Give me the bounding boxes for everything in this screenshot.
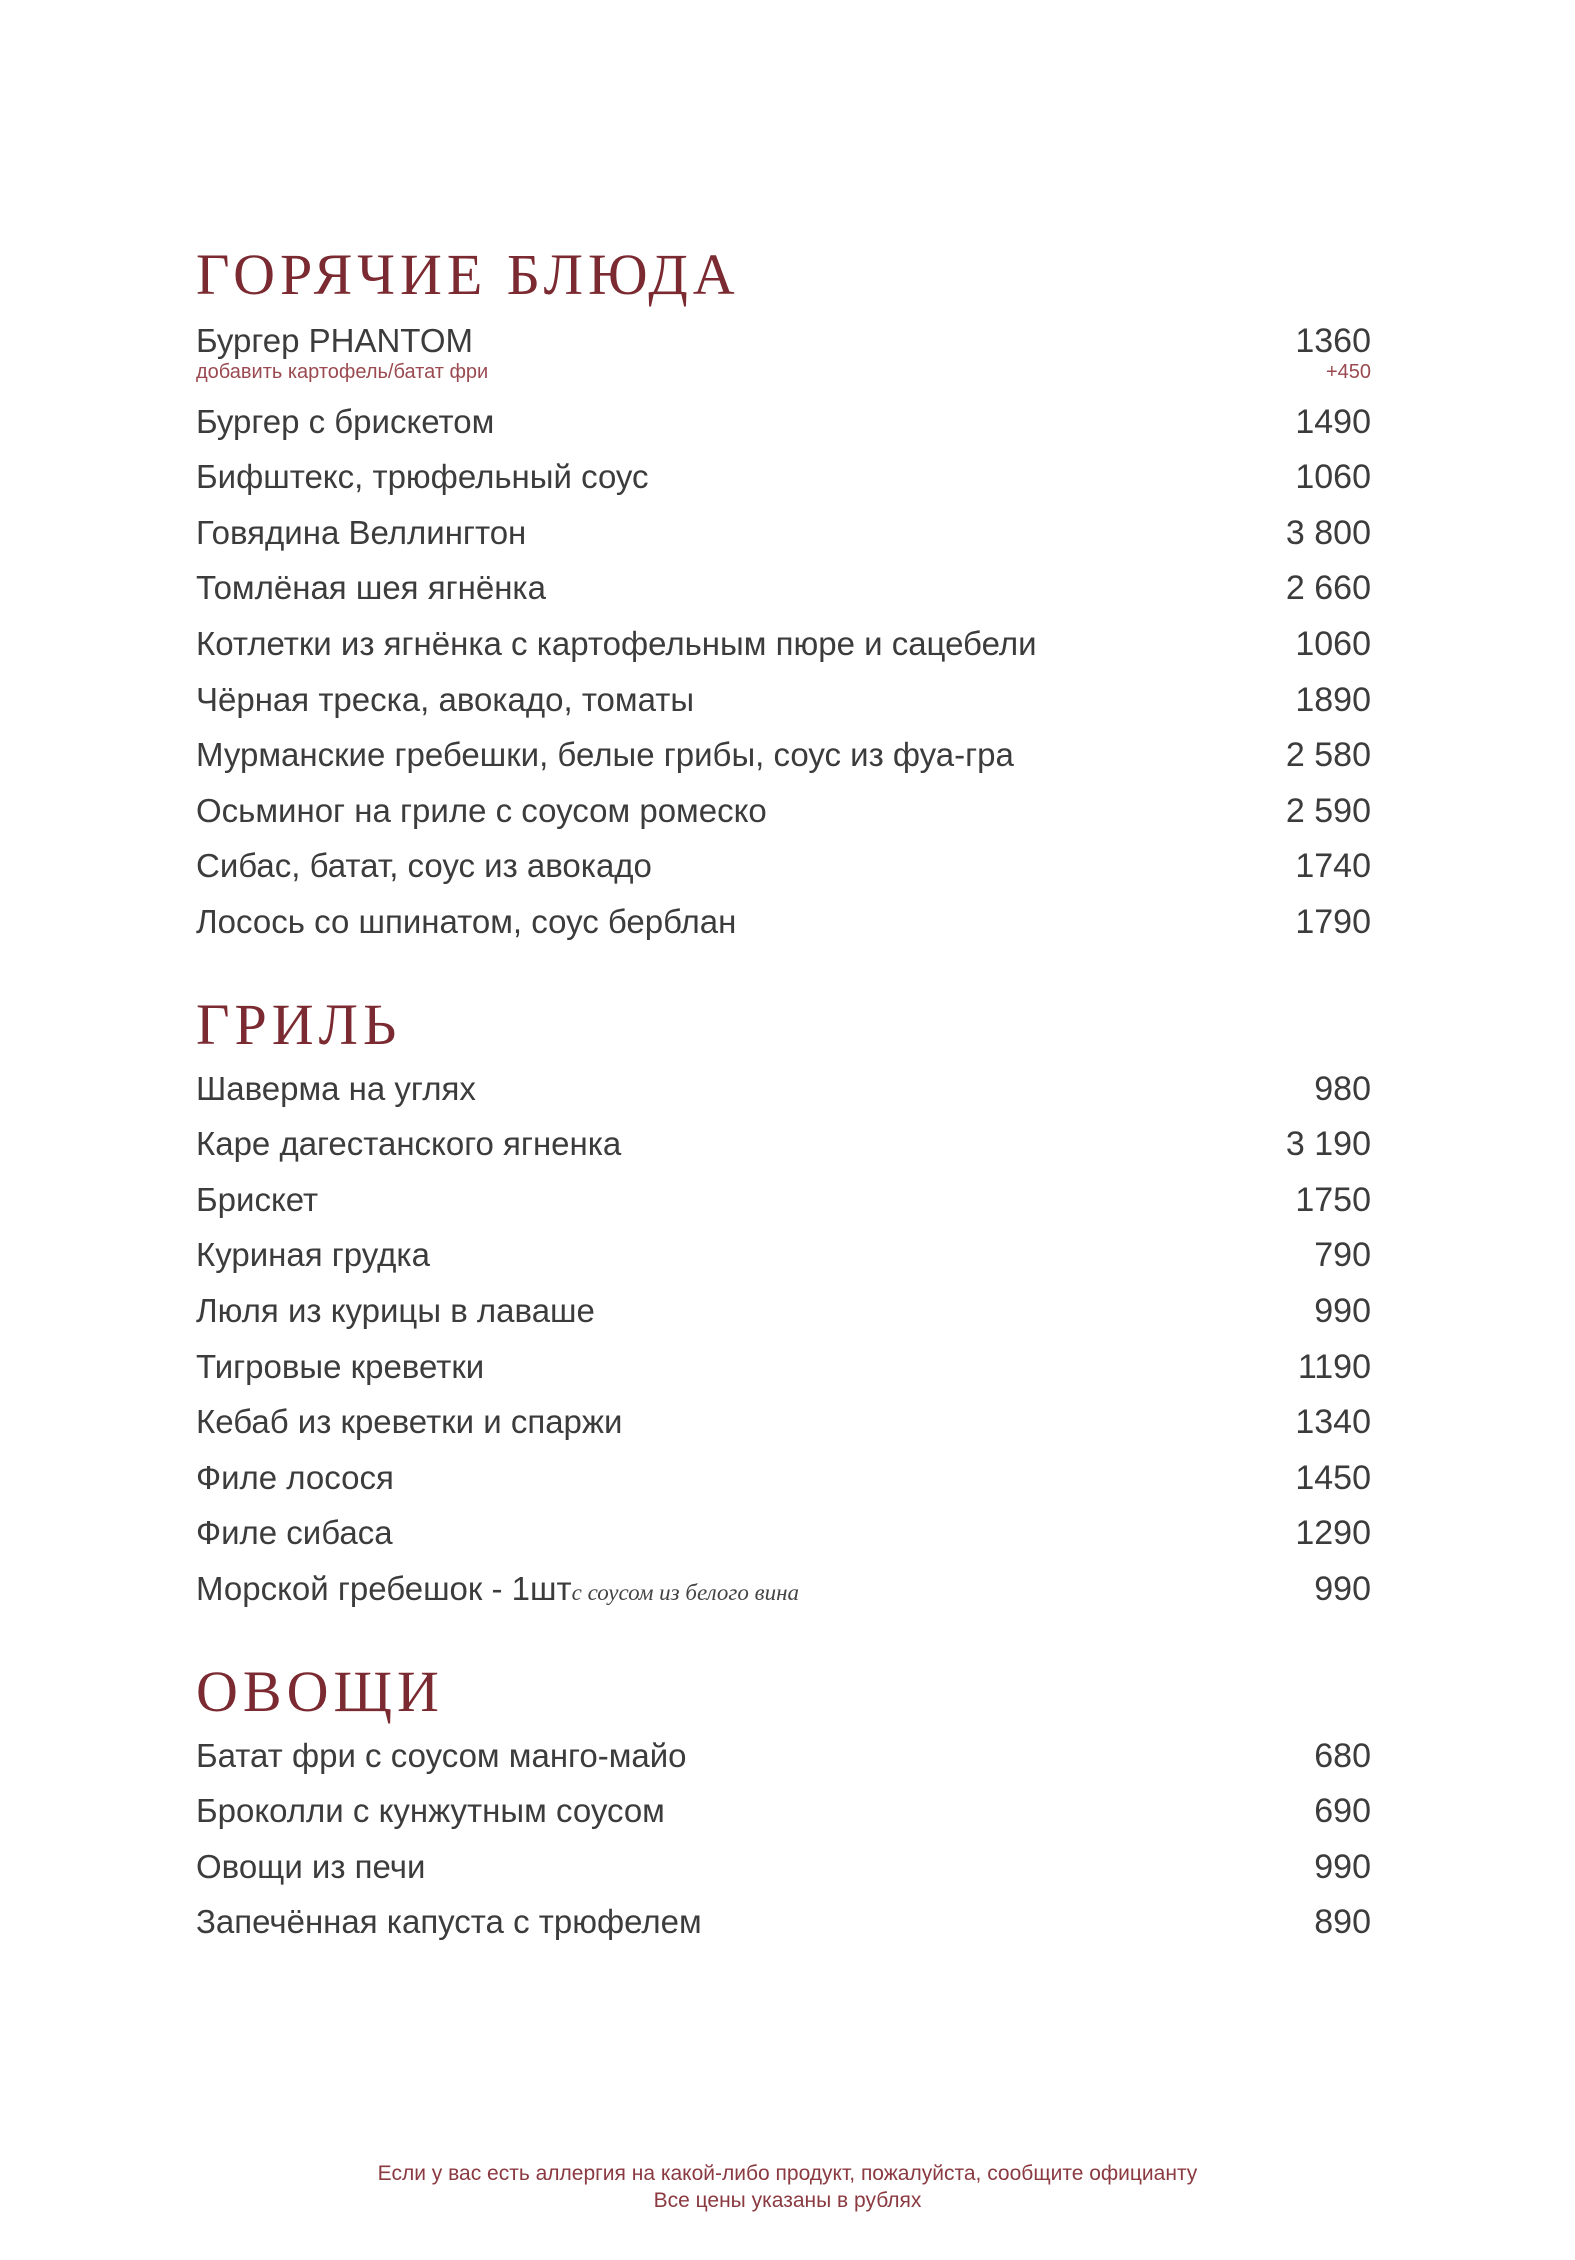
item-price: 980 <box>1314 1070 1371 1108</box>
item-price: 3 190 <box>1285 1125 1371 1163</box>
item-price: 3 800 <box>1285 514 1371 552</box>
section-title-grill: ГРИЛЬ <box>196 992 402 1057</box>
item-note: с соусом из белого вина <box>571 1580 800 1605</box>
menu-item <box>196 510 1371 556</box>
item-name: Филе лосося <box>196 1459 394 1496</box>
menu-item <box>196 621 1371 667</box>
item-price: 1060 <box>1295 625 1371 663</box>
menu-item <box>196 1288 1371 1334</box>
item-price: 1790 <box>1295 903 1371 941</box>
item-name: Томлёная шея ягнёнка <box>196 569 546 606</box>
item-price: 1190 <box>1297 1348 1371 1386</box>
item-name: Куриная грудка <box>196 1236 430 1273</box>
menu-item <box>196 1455 1371 1501</box>
menu-item <box>196 454 1371 500</box>
item-price: 1340 <box>1295 1403 1371 1441</box>
menu-item <box>196 1788 1371 1834</box>
menu-item <box>196 1177 1371 1223</box>
item-name: Говядина Веллингтон <box>196 514 527 551</box>
item-price: 690 <box>1314 1792 1371 1830</box>
menu-item <box>196 565 1371 611</box>
menu-item <box>196 1844 1371 1890</box>
item-addon-price: +450 <box>1325 361 1371 383</box>
menu-item <box>196 1344 1371 1390</box>
menu-item <box>196 788 1371 834</box>
item-price: 1750 <box>1295 1181 1371 1219</box>
item-name: Шаверма на углях <box>196 1070 476 1107</box>
menu-item <box>196 677 1371 723</box>
menu-item <box>196 1399 1371 1445</box>
menu-item <box>196 1066 1371 1112</box>
footer-currency-note: Все цены указаны в рублях <box>653 2189 922 2212</box>
item-price: 1360 <box>1295 322 1371 360</box>
item-name: Люля из курицы в лаваше <box>196 1292 595 1329</box>
item-name: Кебаб из креветки и спаржи <box>196 1403 623 1440</box>
item-price: 1060 <box>1295 458 1371 496</box>
item-name: Запечённая капуста с трюфелем <box>196 1903 702 1940</box>
item-price: 990 <box>1314 1570 1371 1608</box>
item-price: 890 <box>1314 1903 1371 1941</box>
item-name-text: Морской гребешок - 1шт <box>196 1570 572 1607</box>
item-name: Осьминог на гриле с соусом ромеско <box>196 792 767 829</box>
menu-item <box>196 1510 1371 1556</box>
section-title-vegetables: ОВОЩИ <box>196 1659 444 1724</box>
item-name: Батат фри с соусом манго-майо <box>196 1737 687 1774</box>
menu-item <box>196 843 1371 889</box>
item-name: Тигровые креветки <box>196 1348 485 1385</box>
menu-item <box>196 1232 1371 1278</box>
item-name: Бургер PHANTOM <box>196 322 474 359</box>
item-name: Бифштекс, трюфельный соус <box>196 458 649 495</box>
item-price: 1490 <box>1295 403 1371 441</box>
item-price: 790 <box>1314 1236 1371 1274</box>
item-price: 990 <box>1314 1848 1371 1886</box>
menu-item <box>196 1733 1371 1779</box>
item-price: 1740 <box>1295 847 1371 885</box>
menu-item <box>196 318 1371 383</box>
item-name: Лосось со шпинатом, соус берблан <box>196 903 737 940</box>
item-name: Мурманские гребешки, белые грибы, соус из фуа-гра <box>196 736 1014 773</box>
footer-allergy-note: Если у вас есть аллергия на какой-либо продукт, пожалуйста, сообщите официанту <box>377 2162 1198 2185</box>
item-price: 1890 <box>1295 681 1371 719</box>
menu-item <box>196 899 1371 945</box>
menu-item <box>196 1899 1371 1945</box>
item-price: 1450 <box>1295 1459 1371 1497</box>
item-name: Филе сибаса <box>196 1514 393 1551</box>
item-price: 2 590 <box>1285 792 1371 830</box>
item-price: 2 660 <box>1285 569 1371 607</box>
item-name: Сибас, батат, соус из авокадо <box>196 847 652 884</box>
item-addon: добавить картофель/батат фри <box>196 361 489 383</box>
item-name: Броколли с кунжутным соусом <box>196 1792 665 1829</box>
menu-item <box>196 399 1371 445</box>
item-name <box>196 1566 799 1616</box>
item-name: Котлетки из ягнёнка с картофельным пюре и сацебели <box>196 625 1037 662</box>
section-title-hot-dishes: ГОРЯЧИЕ БЛЮДА <box>196 242 740 307</box>
item-name: Каре дагестанского ягненка <box>196 1125 622 1162</box>
item-price: 1290 <box>1295 1514 1371 1552</box>
menu-item <box>196 1566 1371 1612</box>
menu-item <box>196 1121 1371 1167</box>
item-name: Чёрная треска, авокадо, томаты <box>196 681 695 718</box>
item-price: 2 580 <box>1285 736 1371 774</box>
item-name: Бургер с брискетом <box>196 403 495 440</box>
item-price: 990 <box>1314 1292 1371 1330</box>
menu-item <box>196 732 1371 778</box>
item-name: Овощи из печи <box>196 1848 426 1885</box>
item-price: 680 <box>1314 1737 1371 1775</box>
item-name: Брискет <box>196 1181 319 1218</box>
